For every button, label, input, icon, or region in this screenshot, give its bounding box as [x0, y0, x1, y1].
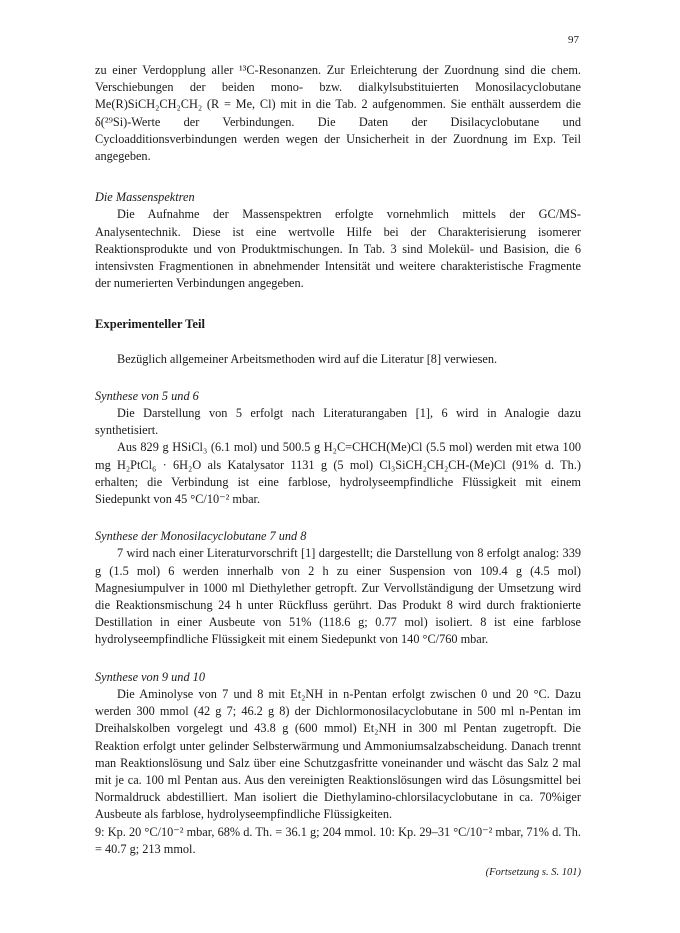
synthesis-7-8-paragraph: 7 wird nach einer Literaturvorschrift [1] dargestellt; die Darstellung von 8 erfolgt analog: 339 g (1.5 mol) 6 werden innerhalb von 2 h zu einer Suspension von 109.4 g (4.5 mol) Magnesiumpulver in 1000 ml Diethylether getropft. Zur Vervollständigung der Umsetzung wird die Reaktionsmischung 24 h unter Rückfluss gerührt. Das Produkt 8 wird durch fraktionierte Destillation in einer Ausbeute von 51% (118.6 g; 0.77 mol) isoliert. 8 ist eine farblose hydrolyseempfindliche Flüssigkeit mit einem Siedepunkt von 140 °C/760 mbar. [95, 546, 581, 647]
synthesis-5-6-paragraph-1: Die Darstellung von 5 erfolgt nach Literaturangaben [1], 6 wird in Analogie dazu synthetisiert. [95, 406, 581, 438]
synthesis-5-6-paragraph-2: Aus 829 g HSiCl₃ (6.1 mol) und 500.5 g H₂C=CHCH(Me)Cl (5.5 mol) werden mit etwa 100 mg H₂PtCl₆ · 6H₂O als Katalysator 1131 g (5 mol) Cl₃SiCH₂CH₂CH-(Me)Cl (91% d. Th.) erhalten; die Verbindung ist eine farblose, hydrolyseempfindliche Flüssigkeit mit einem Siedepunkt von 45 °C/10⁻² mbar. [95, 440, 581, 507]
synthesis-9-10-data: 9: Kp. 20 °C/10⁻² mbar, 68% d. Th. = 36.1 g; 204 mmol. 10: Kp. 29–31 °C/10⁻² mbar, 71% d. Th. = 40.7 g; 213 mmol. [95, 824, 581, 856]
mass-spectra-heading: Die Massenspektren [95, 190, 195, 205]
synthesis-7-8-heading: Synthese der Monosilacyclobutane 7 und 8 [95, 529, 307, 544]
mass-spectra-paragraph: Die Aufnahme der Massenspektren erfolgte vornehmlich mittels der GC/MS-Analysentechnik. Diese ist eine wertvolle Hilfe bei der Charakterisierung isomerer Reaktionsprodukte und von Produktmischungen. In Tab. 3 sind Molekül- und Basision, die 6 intensivsten Fragmentionen in abnehmender Intensität und weitere charakteristische Fragmente der numerierten Verbindungen angegeben. [95, 207, 581, 291]
synthesis-5-6-heading: Synthese von 5 und 6 [95, 388, 199, 403]
synthesis-9-10-heading: Synthese von 9 und 10 [95, 669, 205, 684]
intro-paragraph: zu einer Verdopplung aller ¹³C-Resonanzen. Zur Erleichterung der Zuordnung sind die chem. Verschiebungen der beiden mono- bzw. dialkylsubstituierten Monosilacyclobutane Me(R)SiCH₂CH₂CH₂ (R = Me, Cl) mit in die Tab. 2 aufgenommen. Sie enthält ausserdem die δ(²⁹Si)-Werte der Verbindungen. Die Daten der Disilacyclobutane und Cycloadditionsverbindungen werden wegen der Unsicherheit in der Zuordnung im Exp. Teil angegeben. [95, 63, 581, 164]
experimental-paragraph: Bezüglich allgemeiner Arbeitsmethoden wird auf die Literatur [8] verwiesen. [117, 351, 498, 366]
page-number: 97 [568, 34, 579, 46]
synthesis-9-10-paragraph: Die Aminolyse von 7 und 8 mit Et₂NH in n-Pentan erfolgt zwischen 0 und 20 °C. Dazu werden 300 mmol (42 g 7; 46.2 g 8) der Dichlormonosilacyclobutane in 500 ml n-Pentan im Dreihalskolben vorgelegt und 43.8 g (600 mmol) Et₂NH in 300 ml Pentan zugetropft. Die Reaktion erfolgt unter gelinder Selbsterwärmung und Ammoniumsalzabscheidung. Danach trennt man Reaktionslösung und Salz über eine Schutzgasfritte voneinander und wäscht das Salz 2 mal mit je ca. 100 ml Pentan aus. Aus den vereinigten Reaktionslösungen wird das Lösungsmittel bei Normaldruck abdestilliert. Man isoliert die Diethylamino-chlorsilacyclobutane in ca. 70%iger Ausbeute als farblose, hydrolyseempfindliche Flüssigkeiten. [95, 686, 581, 822]
experimental-heading: Experimenteller Teil [95, 317, 205, 332]
continuation-note: (Fortsetzung s. S. 101) [485, 866, 581, 878]
page-body [95, 62, 581, 881]
